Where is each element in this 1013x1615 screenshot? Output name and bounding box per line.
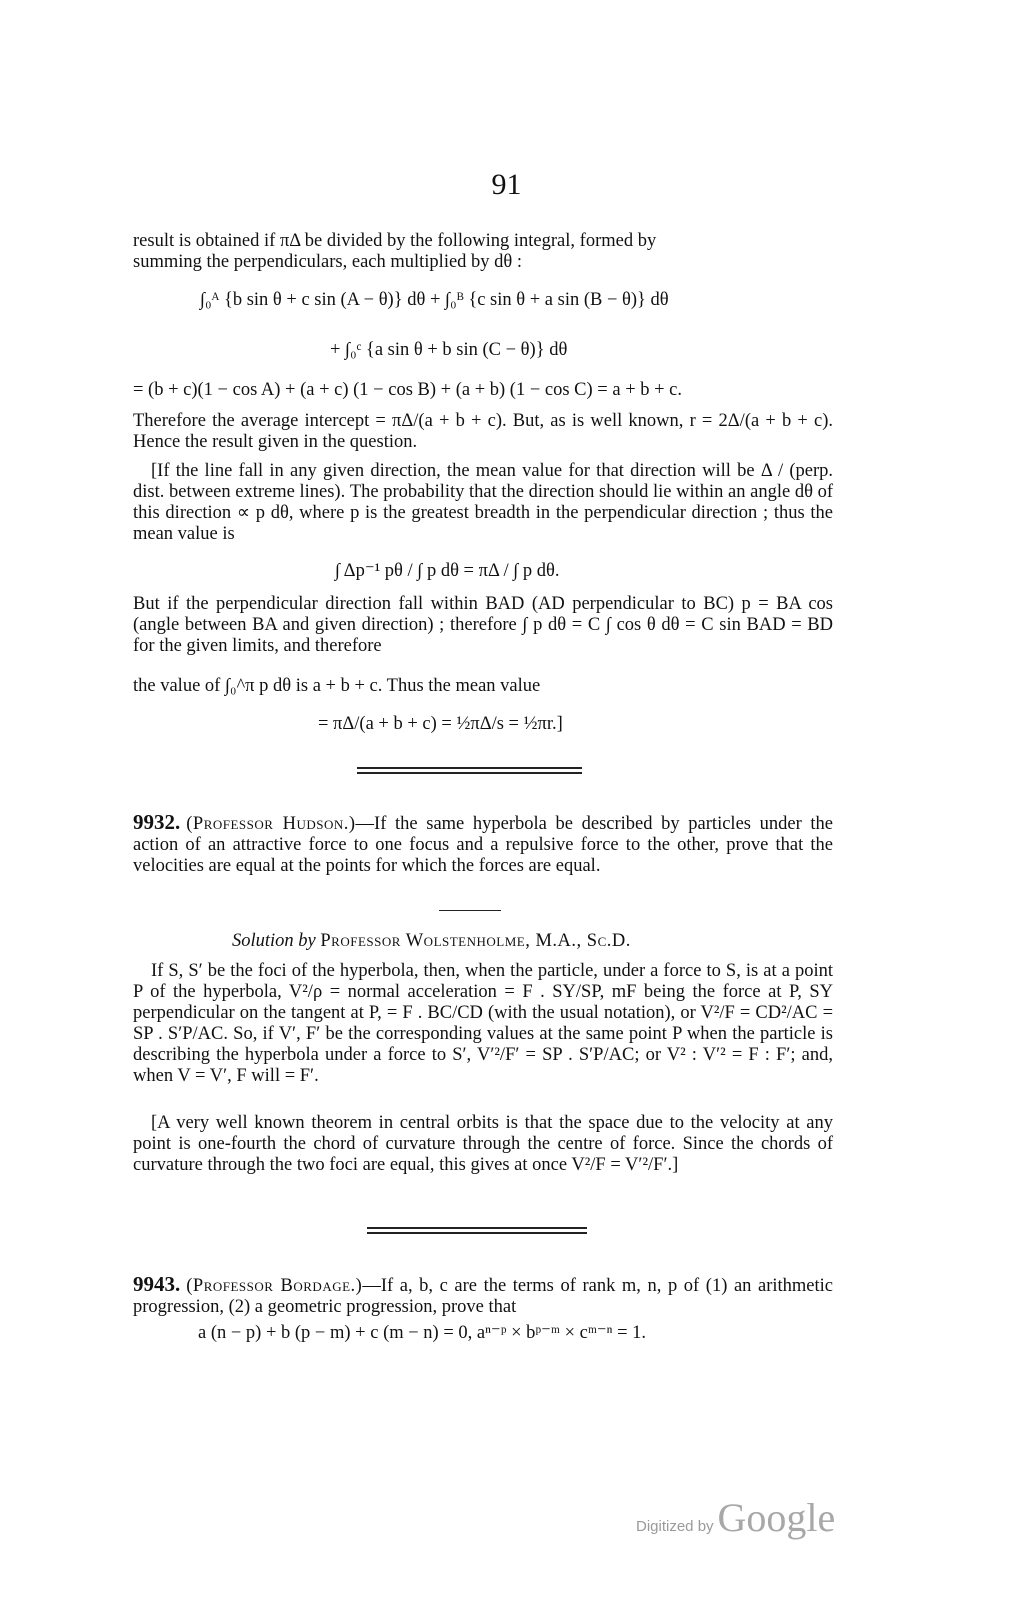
question-text: —If the same hyperbola be described by particles under the action of an attractive force to one focus and a repulsive force to the other, prove that the velocities are equal at the points for which the forces are equal.	[133, 814, 833, 876]
solution-by: Solution by	[232, 931, 316, 951]
intro-paragraph	[133, 231, 833, 273]
double-rule-2-bottom	[367, 1232, 587, 1234]
short-rule	[439, 910, 501, 911]
page-number: 91	[491, 168, 522, 201]
integral-result: = (b + c)(1 − cos A) + (a + c) (1 − cos B) + (a + b) (1 − cos C) = a + b + c.	[133, 380, 683, 400]
question-9943	[133, 1274, 833, 1318]
solution-author: Professor Wolstenholme, M.A., Sc.D.	[320, 931, 631, 951]
solution-paragraph: If S, S′ be the foci of the hyperbola, then, when the particle, under a force to S, is at a point P of the hyperbola, V²/ρ = normal acceleration = F . SY/SP, mF being the force at P, SY perpendicular on the tangent at P, = F . BC/CD (with the usual notation), or V²/F = CD²/AC = SP . S′P/AC. So, if V′, F′ be the corresponding values at the same point P when the particle is describing the hyperbola under a force to S′, V′²/F′ = SP . S′P/AC; or V² : V′² = F : F′; and, when V = V′, F will = F′.	[133, 961, 833, 1086]
question-9932	[133, 812, 833, 877]
intro-line-2: summing the perpendiculars, each multiplied by dθ :	[133, 252, 523, 272]
solution-heading	[232, 931, 631, 952]
integral-line-1: ∫₀ᴬ {b sin θ + c sin (A − θ)} dθ + ∫₀ᴮ {c sin θ + a sin (B − θ)} dθ	[200, 290, 669, 310]
double-rule-top	[357, 767, 582, 769]
note-paragraph: [If the line fall in any given direction, the mean value for that direction will be Δ / (perp. dist. between extreme lines). The probability that the direction should lie within an angle dθ of this direction ∝ p dθ, where p is the greatest breadth in the perpendicular direction ; thus the mean value is	[133, 461, 833, 544]
digitized-watermark	[636, 1494, 835, 1541]
but-paragraph: But if the perpendicular direction fall within BAD (AD perpendicular to BC) p = BA cos (angle between BA and given direction) ; therefore ∫ p dθ = C ∫ cos θ dθ = C sin BAD = BD for the given limits, and therefore	[133, 594, 833, 656]
watermark-small-text: Digitized by	[636, 1518, 714, 1535]
double-rule-bottom	[357, 772, 582, 774]
value-line: the value of ∫₀^π p dθ is a + b + c. Thus the mean value	[133, 676, 541, 696]
therefore-paragraph: Therefore the average intercept = πΔ/(a + b + c). But, as is well known, r = 2Δ/(a + b + c). Hence the result given in the question.	[133, 411, 833, 452]
question-proposer: (Professor Bordage.)	[186, 1276, 363, 1296]
note-2-paragraph: [A very well known theorem in central orbits is that the space due to the velocity at any point is one-fourth the chord of curvature through the centre of force. Since the chords of curvature through the two foci are equal, this gives at once V²/F = V′²/F′.]	[133, 1113, 833, 1175]
value-equation: = πΔ/(a + b + c) = ½πΔ/s = ½πr.]	[318, 714, 563, 734]
question-proposer: (Professor Hudson.)	[186, 814, 356, 834]
watermark-logo-text: Google	[717, 1495, 836, 1540]
mean-value-equation: ∫ Δp⁻¹ pθ / ∫ p dθ = πΔ / ∫ p dθ.	[335, 561, 560, 581]
question-text: —If a, b, c are the terms of rank m, n, p of (1) an arithmetic progression, (2) a geometric progression, prove that	[133, 1276, 833, 1317]
intro-line-1: result is obtained if πΔ be divided by the following integral, formed by	[133, 231, 657, 251]
question-number: 9932.	[133, 810, 181, 834]
question-9943-equation: a (n − p) + b (p − m) + c (m − n) = 0, aⁿ⁻ᵖ × bᵖ⁻ᵐ × cᵐ⁻ⁿ = 1.	[198, 1323, 647, 1343]
integral-line-2: + ∫₀ᶜ {a sin θ + b sin (C − θ)} dθ	[330, 340, 568, 360]
question-number: 9943.	[133, 1272, 181, 1296]
double-rule-2-top	[367, 1227, 587, 1229]
